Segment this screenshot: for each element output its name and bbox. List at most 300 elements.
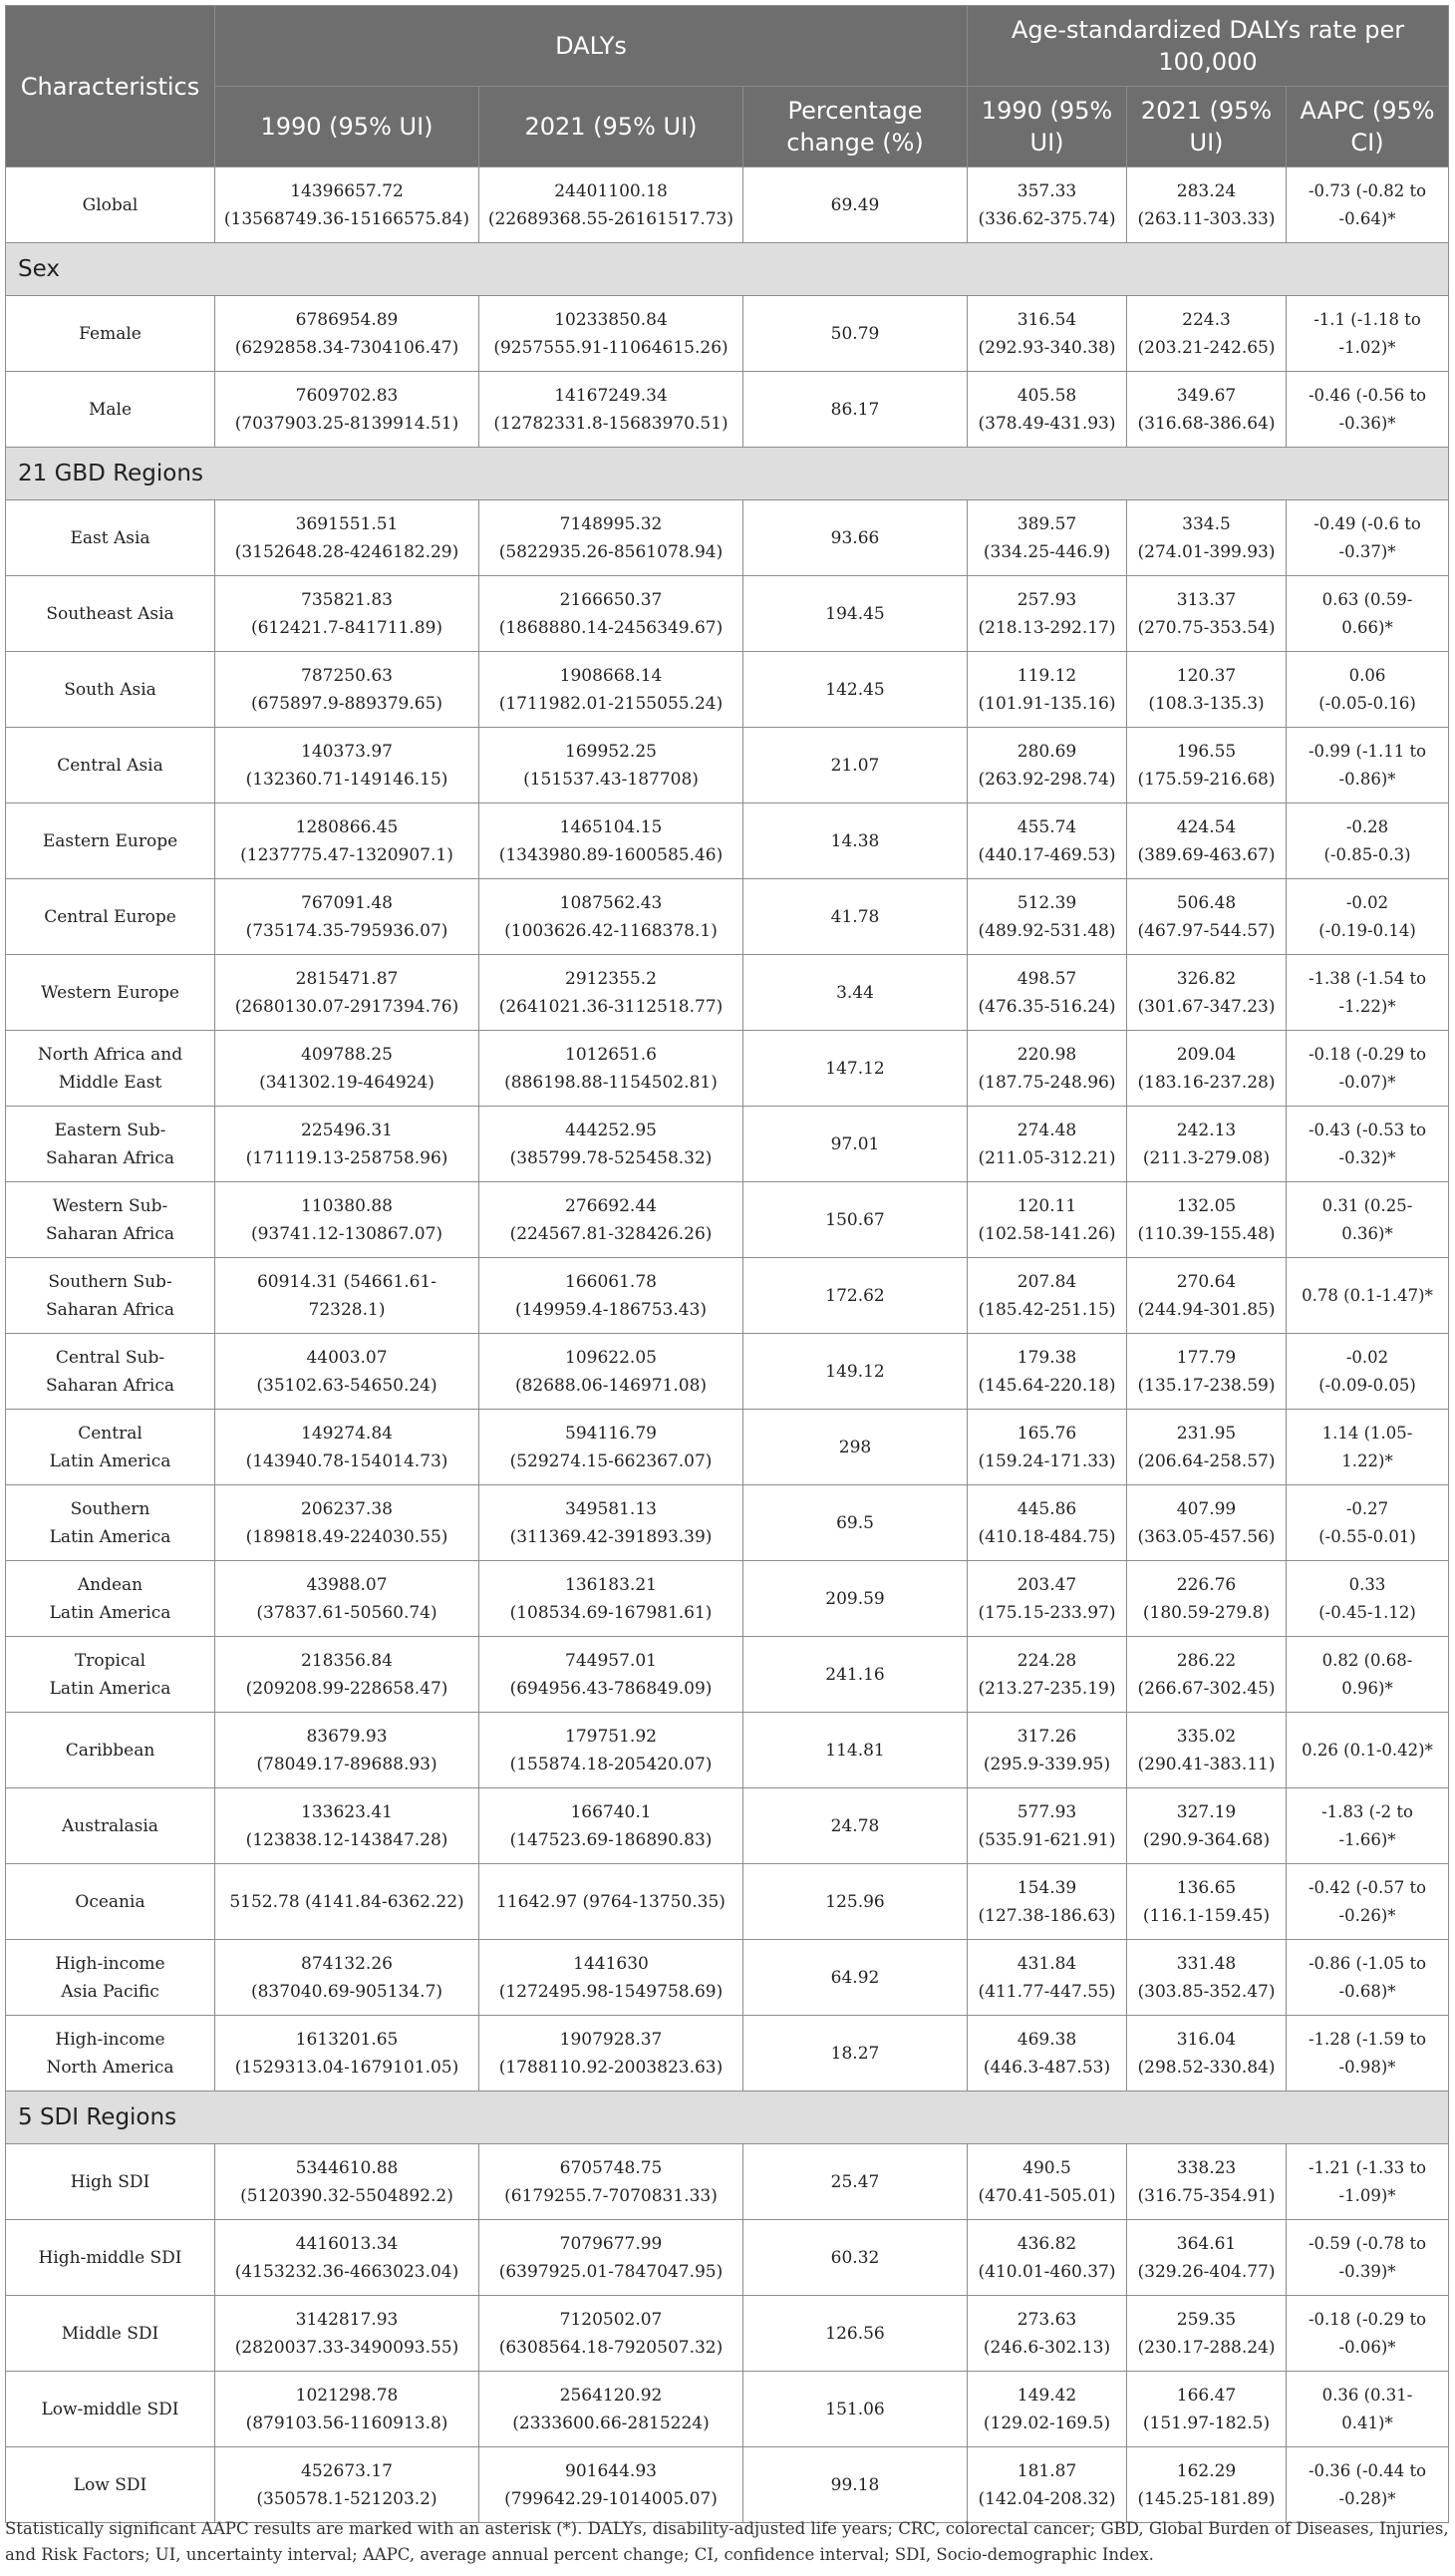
cell-text: 149.12 [825, 1361, 885, 1382]
cell-text: (244.94-301.85) [1137, 1299, 1276, 1320]
cell-text: 24401100.18 [554, 180, 668, 201]
cell-asr-1990 [968, 2220, 1127, 2296]
cell-text: (145.64-220.18) [978, 1375, 1116, 1396]
table-row [6, 296, 1449, 372]
cell-text: 179.38 [1017, 1347, 1077, 1368]
cell-text: 93.66 [830, 527, 880, 548]
cell-text: Saharan Africa [46, 1147, 174, 1168]
cell-text: 120.11 [1017, 1195, 1077, 1216]
header-2021: 2021 (95% UI) [479, 87, 743, 167]
row-name [6, 1637, 215, 1713]
cell-text: 512.39 [1017, 892, 1077, 913]
cell-text: (263.11-303.33) [1137, 208, 1276, 229]
cell-text: 349.67 [1176, 385, 1237, 406]
table-row [6, 167, 1449, 243]
cell-percentage-change [743, 1788, 968, 1864]
cell-text: -0.43 (-0.53 to [1308, 1120, 1427, 1139]
row-name [6, 1561, 215, 1637]
cell-asr-1990 [968, 1485, 1127, 1561]
cell-percentage-change [743, 1410, 968, 1485]
cell-text: 207.84 [1017, 1271, 1077, 1292]
cell-asr-2021 [1127, 2016, 1287, 2092]
cell-text: Male [88, 399, 133, 420]
cell-text: 735821.83 [301, 589, 393, 610]
cell-text: Central Sub- [55, 1347, 165, 1368]
cell-text: (290.41-383.11) [1137, 1754, 1276, 1774]
cell-text: 125.96 [825, 1891, 885, 1912]
table-row [6, 1334, 1449, 1410]
row-name [6, 2016, 215, 2092]
cell-text: 1.14 (1.05- [1321, 1423, 1413, 1443]
table-row [6, 1107, 1449, 1182]
cell-text: (-0.85-0.3) [1323, 844, 1411, 864]
cell-text: (1272495.98-1549758.69) [498, 1981, 724, 2002]
cell-dalys-2021 [479, 500, 743, 576]
cell-percentage-change [743, 1864, 968, 1940]
cell-text: 220.98 [1017, 1044, 1077, 1065]
cell-aapc [1287, 1788, 1449, 1864]
cell-aapc [1287, 1107, 1449, 1182]
row-name [6, 1485, 215, 1561]
cell-text: 209.04 [1176, 1044, 1237, 1065]
cell-aapc [1287, 1031, 1449, 1107]
dalys-table [5, 5, 1449, 2523]
cell-text: 0.82 (0.68- [1321, 1650, 1413, 1670]
cell-percentage-change [743, 1940, 968, 2016]
cell-aapc [1287, 167, 1449, 243]
cell-asr-1990 [968, 1637, 1127, 1713]
cell-dalys-1990 [215, 1637, 479, 1713]
cell-text: 136183.21 [565, 1574, 657, 1595]
cell-text: (316.75-354.91) [1137, 2185, 1276, 2206]
cell-dalys-2021 [479, 1940, 743, 2016]
cell-text: (171119.13-258758.96) [245, 1147, 448, 1168]
cell-asr-1990 [968, 1107, 1127, 1182]
row-name [6, 2220, 215, 2296]
header-asr-2021: 2021 (95% UI) [1127, 87, 1287, 167]
table-row [6, 1031, 1449, 1107]
cell-dalys-1990 [215, 1864, 479, 1940]
cell-text: (311369.42-391893.39) [509, 1526, 713, 1547]
cell-text: 1441630 [573, 1953, 649, 1974]
cell-text: (211.3-279.08) [1142, 1147, 1271, 1168]
cell-text: 64.92 [830, 1967, 880, 1988]
cell-text: (1711982.01-2155055.24) [498, 693, 724, 714]
cell-text: 335.02 [1176, 1726, 1237, 1747]
cell-aapc [1287, 2447, 1449, 2523]
cell-text: 14.38 [830, 830, 880, 851]
cell-text: (145.25-181.89) [1137, 2488, 1276, 2509]
table-row [6, 1864, 1449, 1940]
cell-text: 0.66)* [1341, 617, 1393, 637]
cell-percentage-change [743, 1561, 968, 1637]
cell-dalys-2021 [479, 955, 743, 1031]
cell-asr-1990 [968, 500, 1127, 576]
cell-percentage-change [743, 1485, 968, 1561]
cell-text: 224.3 [1182, 309, 1231, 330]
cell-aapc [1287, 955, 1449, 1031]
cell-dalys-2021 [479, 576, 743, 652]
cell-dalys-2021 [479, 1788, 743, 1864]
cell-text: 1280866.45 [295, 816, 399, 837]
cell-text: 0.96)* [1341, 1678, 1393, 1698]
cell-asr-2021 [1127, 1031, 1287, 1107]
cell-text: (-0.19-0.14) [1318, 920, 1416, 940]
cell-text: Female [79, 323, 142, 344]
cell-text: 326.82 [1176, 968, 1237, 989]
cell-asr-2021 [1127, 1107, 1287, 1182]
cell-text: (4153232.36-4663023.04) [234, 2261, 459, 2282]
cell-dalys-2021 [479, 1637, 743, 1713]
cell-text: (147523.69-186890.83) [509, 1829, 713, 1850]
cell-dalys-2021 [479, 1713, 743, 1788]
cell-aapc [1287, 2016, 1449, 2092]
cell-text: 2912355.2 [565, 968, 657, 989]
cell-text: 0.31 (0.25- [1321, 1195, 1413, 1215]
cell-text: 169952.25 [565, 741, 657, 762]
row-name [6, 167, 215, 243]
cell-text: 577.93 [1017, 1801, 1077, 1822]
cell-aapc [1287, 1637, 1449, 1713]
cell-text: 224.28 [1017, 1650, 1077, 1671]
cell-dalys-1990 [215, 576, 479, 652]
cell-text: (155874.18-205420.07) [509, 1754, 713, 1774]
cell-asr-1990 [968, 652, 1127, 728]
cell-text: 1012651.6 [565, 1044, 657, 1065]
cell-text: 431.84 [1017, 1953, 1077, 1974]
cell-text: (411.77-447.55) [978, 1981, 1116, 2002]
cell-text: Australasia [62, 1815, 158, 1836]
cell-text: (143940.78-154014.73) [245, 1450, 448, 1471]
cell-text: High-income [55, 2029, 165, 2050]
cell-text: 226.76 [1176, 1574, 1237, 1595]
section-row [6, 2092, 1449, 2144]
cell-text: 283.24 [1176, 180, 1237, 201]
cell-text: 97.01 [830, 1133, 880, 1154]
cell-text: 286.22 [1176, 1650, 1237, 1671]
cell-asr-1990 [968, 2016, 1127, 2092]
cell-dalys-1990 [215, 2220, 479, 2296]
cell-dalys-1990 [215, 2144, 479, 2220]
table-row [6, 2372, 1449, 2447]
cell-dalys-2021 [479, 1334, 743, 1410]
cell-asr-2021 [1127, 1788, 1287, 1864]
cell-text: (378.49-431.93) [978, 413, 1116, 434]
cell-text: -0.28)* [1338, 2488, 1396, 2508]
cell-text: 0.78 (0.1-1.47)* [1302, 1285, 1433, 1305]
cell-text: 1021298.78 [295, 2385, 399, 2406]
cell-text: (329.26-404.77) [1137, 2261, 1276, 2282]
cell-aapc [1287, 576, 1449, 652]
cell-percentage-change [743, 879, 968, 955]
cell-text: (410.01-460.37) [978, 2261, 1116, 2282]
cell-text: (5120390.32-5504892.2) [240, 2185, 453, 2206]
table-row [6, 804, 1449, 879]
cell-percentage-change [743, 804, 968, 879]
table-row [6, 1182, 1449, 1258]
cell-dalys-1990 [215, 955, 479, 1031]
cell-text: 259.35 [1176, 2309, 1237, 2330]
cell-text: (1003626.42-1168378.1) [504, 920, 718, 941]
cell-text: 317.26 [1017, 1726, 1077, 1747]
cell-text: 142.45 [825, 679, 885, 700]
header-dalys-group: DALYs [215, 6, 968, 87]
cell-asr-1990 [968, 1713, 1127, 1788]
cell-text: (2820037.33-3490093.55) [234, 2337, 459, 2358]
cell-percentage-change [743, 167, 968, 243]
row-name [6, 2144, 215, 2220]
table-row [6, 1561, 1449, 1637]
table-row [6, 1485, 1449, 1561]
cell-text: -0.07)* [1338, 1072, 1396, 1092]
cell-percentage-change [743, 1031, 968, 1107]
cell-text: 218356.84 [301, 1650, 393, 1671]
cell-aapc [1287, 1940, 1449, 2016]
row-name [6, 652, 215, 728]
cell-aapc [1287, 2296, 1449, 2372]
cell-text: -1.02)* [1338, 337, 1396, 357]
table-row [6, 652, 1449, 728]
cell-text: (274.01-399.93) [1137, 541, 1276, 562]
cell-text: 0.33 [1348, 1574, 1386, 1594]
cell-text: 7079677.99 [559, 2233, 663, 2254]
table-row [6, 2016, 1449, 2092]
cell-text: -1.66)* [1338, 1829, 1396, 1849]
cell-percentage-change [743, 500, 968, 576]
cell-text: 0.36 (0.31- [1321, 2385, 1413, 2405]
cell-text: (290.9-364.68) [1142, 1829, 1271, 1850]
cell-text: 99.18 [830, 2474, 880, 2495]
cell-text: -0.59 (-0.78 to [1308, 2233, 1427, 2253]
cell-asr-2021 [1127, 728, 1287, 804]
cell-text: 276692.44 [565, 1195, 657, 1216]
cell-aapc [1287, 500, 1449, 576]
cell-dalys-2021 [479, 296, 743, 372]
cell-percentage-change [743, 296, 968, 372]
cell-text: -0.68)* [1338, 1981, 1396, 2001]
cell-text: 241.16 [825, 1664, 885, 1685]
cell-asr-1990 [968, 879, 1127, 955]
cell-text: 444252.95 [565, 1120, 657, 1140]
cell-text: 18.27 [830, 2043, 880, 2064]
cell-text: 407.99 [1176, 1498, 1237, 1519]
cell-asr-2021 [1127, 576, 1287, 652]
cell-text: (334.25-446.9) [983, 541, 1111, 562]
cell-text: -0.27 [1345, 1498, 1389, 1518]
cell-text: (35102.63-54650.24) [256, 1375, 437, 1396]
section-label: 21 GBD Regions [6, 448, 1449, 500]
cell-text: 3691551.51 [295, 513, 399, 534]
cell-dalys-1990 [215, 1561, 479, 1637]
cell-asr-1990 [968, 1334, 1127, 1410]
cell-text: 41.78 [830, 906, 880, 927]
cell-aapc [1287, 2144, 1449, 2220]
cell-text: Southern Sub- [48, 1271, 172, 1292]
cell-text: 2564120.92 [559, 2385, 663, 2406]
cell-dalys-1990 [215, 1940, 479, 2016]
row-name [6, 1334, 215, 1410]
cell-text: 280.69 [1017, 741, 1077, 762]
cell-dalys-1990 [215, 804, 479, 879]
cell-dalys-1990 [215, 1485, 479, 1561]
cell-text: -0.86 (-1.05 to [1308, 1953, 1427, 1973]
cell-text: Central Asia [57, 755, 163, 776]
cell-text: Western Sub- [52, 1195, 168, 1216]
cell-text: (2641021.36-3112518.77) [498, 996, 724, 1017]
cell-text: 313.37 [1176, 589, 1237, 610]
cell-asr-1990 [968, 955, 1127, 1031]
cell-text: -0.99 (-1.11 to [1308, 741, 1427, 761]
cell-asr-2021 [1127, 1182, 1287, 1258]
cell-aapc [1287, 1258, 1449, 1334]
cell-dalys-1990 [215, 1182, 479, 1258]
cell-text: (675897.9-889379.65) [250, 693, 443, 714]
cell-dalys-2021 [479, 1107, 743, 1182]
cell-asr-1990 [968, 1561, 1127, 1637]
cell-text: 405.58 [1017, 385, 1077, 406]
cell-text: 2166650.37 [559, 589, 663, 610]
cell-text: 1087562.43 [559, 892, 663, 913]
cell-dalys-2021 [479, 372, 743, 448]
cell-text: Saharan Africa [46, 1375, 174, 1396]
table-row [6, 372, 1449, 448]
cell-percentage-change [743, 1334, 968, 1410]
cell-asr-1990 [968, 1031, 1127, 1107]
row-name [6, 955, 215, 1031]
cell-asr-2021 [1127, 955, 1287, 1031]
table-body [6, 167, 1449, 2523]
cell-text: (189818.49-224030.55) [245, 1526, 448, 1547]
cell-text: (209208.99-228658.47) [245, 1678, 448, 1699]
header-asr-1990: 1990 (95% UI) [968, 87, 1127, 167]
cell-asr-1990 [968, 804, 1127, 879]
table-row [6, 576, 1449, 652]
cell-percentage-change [743, 2372, 968, 2447]
row-name [6, 1258, 215, 1334]
cell-text: 7609702.83 [295, 385, 399, 406]
cell-dalys-1990 [215, 1031, 479, 1107]
cell-text: 424.54 [1176, 816, 1237, 837]
row-name [6, 728, 215, 804]
cell-asr-2021 [1127, 1334, 1287, 1410]
row-name [6, 1940, 215, 2016]
cell-dalys-1990 [215, 1713, 479, 1788]
cell-text: Oceania [75, 1891, 146, 1912]
section-row [6, 243, 1449, 296]
cell-asr-1990 [968, 2296, 1127, 2372]
row-name [6, 1864, 215, 1940]
cell-text: (341302.19-464924) [259, 1072, 435, 1093]
cell-text: 83679.93 [306, 1726, 388, 1747]
cell-text: 257.93 [1017, 589, 1077, 610]
table-row [6, 1940, 1449, 2016]
cell-aapc [1287, 372, 1449, 448]
cell-aapc [1287, 1485, 1449, 1561]
cell-text: 1907928.37 [559, 2029, 663, 2050]
cell-text: (224567.81-328426.26) [509, 1223, 713, 1244]
cell-asr-2021 [1127, 2447, 1287, 2523]
cell-text: (350578.1-521203.2) [256, 2488, 437, 2509]
cell-text: (12782331.8-15683970.51) [493, 413, 728, 434]
cell-asr-2021 [1127, 167, 1287, 243]
row-name [6, 2372, 215, 2447]
table-row [6, 728, 1449, 804]
cell-text: (159.24-171.33) [978, 1450, 1116, 1471]
cell-text: 166.47 [1176, 2385, 1237, 2406]
cell-text: (213.27-235.19) [978, 1678, 1116, 1699]
cell-text: 274.48 [1017, 1120, 1077, 1140]
cell-text: 43988.07 [306, 1574, 388, 1595]
row-name [6, 500, 215, 576]
cell-text: South Asia [64, 679, 156, 700]
cell-text: Latin America [49, 1526, 171, 1547]
cell-text: 5152.78 (4141.84-6362.22) [229, 1891, 464, 1912]
cell-text: -0.39)* [1338, 2261, 1396, 2281]
cell-aapc [1287, 1561, 1449, 1637]
cell-text: (292.93-340.38) [978, 337, 1116, 358]
cell-text: 44003.07 [306, 1347, 388, 1368]
cell-text: -1.09)* [1338, 2185, 1396, 2205]
cell-text: Saharan Africa [46, 1299, 174, 1320]
cell-text: Southeast Asia [46, 603, 174, 624]
table-row [6, 2296, 1449, 2372]
table-row [6, 500, 1449, 576]
cell-text: 149274.84 [301, 1423, 393, 1444]
row-name [6, 576, 215, 652]
cell-aapc [1287, 879, 1449, 955]
cell-text: 151.06 [825, 2399, 885, 2419]
cell-text: -1.28 (-1.59 to [1308, 2029, 1427, 2049]
cell-text: (-0.09-0.05) [1318, 1375, 1416, 1395]
cell-text: 162.29 [1176, 2460, 1237, 2481]
cell-text: 498.57 [1017, 968, 1077, 989]
cell-text: 0.41)* [1341, 2413, 1393, 2432]
cell-text: (7037903.25-8139914.51) [234, 413, 459, 434]
cell-text: (218.13-292.17) [978, 617, 1116, 638]
cell-text: 298 [838, 1437, 872, 1457]
cell-asr-2021 [1127, 2144, 1287, 2220]
cell-aapc [1287, 1713, 1449, 1788]
row-name [6, 1713, 215, 1788]
cell-asr-1990 [968, 2447, 1127, 2523]
cell-dalys-1990 [215, 2447, 479, 2523]
cell-text: Global [82, 194, 139, 215]
row-name [6, 1788, 215, 1864]
cell-text: -1.83 (-2 to [1321, 1801, 1413, 1821]
cell-text: (316.68-386.64) [1137, 413, 1276, 434]
cell-text: Asia Pacific [61, 1981, 159, 2002]
cell-text: 11642.97 (9764-13750.35) [496, 1891, 726, 1912]
cell-text: Andean [77, 1574, 144, 1595]
cell-text: (183.16-237.28) [1137, 1072, 1276, 1093]
cell-asr-2021 [1127, 1940, 1287, 2016]
cell-text: -0.28 [1345, 816, 1389, 836]
cell-dalys-1990 [215, 296, 479, 372]
cell-text: Eastern Europe [42, 830, 178, 851]
cell-text: 7120502.07 [559, 2309, 663, 2330]
cell-text: (446.3-487.53) [983, 2057, 1111, 2078]
cell-text: -0.36)* [1338, 413, 1396, 433]
cell-text: 132.05 [1176, 1195, 1237, 1216]
cell-text: (385799.78-525458.32) [509, 1147, 713, 1168]
cell-percentage-change [743, 372, 968, 448]
cell-text: 787250.63 [301, 665, 393, 686]
cell-text: 452673.17 [301, 2460, 393, 2481]
cell-dalys-1990 [215, 2016, 479, 2092]
cell-text: (1868880.14-2456349.67) [498, 617, 724, 638]
cell-text: (206.64-258.57) [1137, 1450, 1276, 1471]
cell-dalys-1990 [215, 879, 479, 955]
